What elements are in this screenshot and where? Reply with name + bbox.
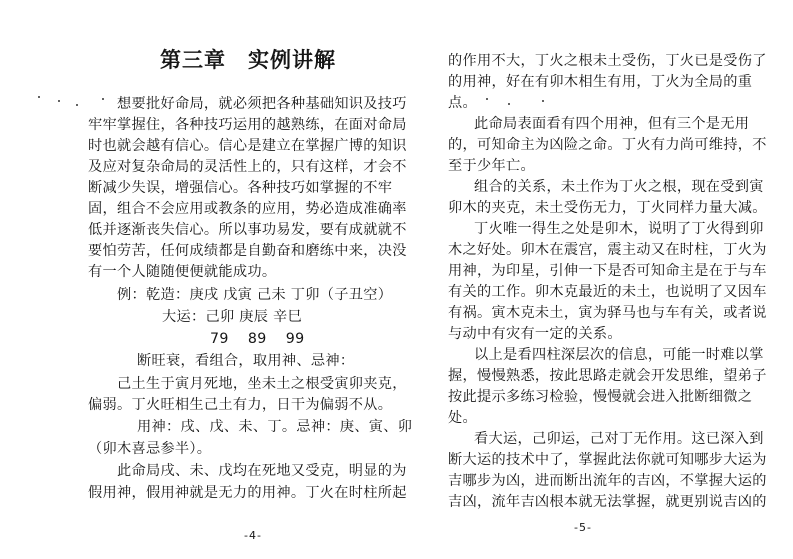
page-number: -5-: [574, 521, 592, 534]
body-line: 吉哪步为凶，进而断出流年的吉凶，不掌握大运的: [448, 473, 767, 489]
scan-speck: [102, 98, 104, 100]
scan-speck: [38, 96, 40, 98]
body-line: 己土生于寅月死地，坐未土之根受寅卯夹克，: [117, 376, 407, 392]
body-line: 与动中有灾有一定的关系。: [448, 326, 622, 342]
body-line: 木之好处。卯木在震宫，震主动又在时柱，丁火为: [448, 242, 767, 258]
body-line: 的，可知命主为凶险之命。丁火有力尚可维持，不: [448, 137, 767, 153]
body-line: 断减少失误，增强信心。各种技巧如掌握的不牢: [88, 180, 393, 196]
body-line: 按此提示多练习检验，慢慢就会进入批断细微之: [448, 389, 753, 405]
body-line: 固，组合不会应用或教条的应用，势必造成准确率: [88, 201, 407, 217]
body-line: 低并逐渐丧失信心。所以事功易发，要有成就就不: [88, 222, 407, 238]
chapter-title: 第三章 实例讲解: [160, 48, 336, 72]
body-line: 用神：戌、戊、未、丁。忌神：庚、寅、卯: [137, 419, 413, 435]
body-line: 的作用不大，丁火之根未土受伤，丁火已是受伤了: [448, 53, 767, 69]
body-line: 偏弱。丁火旺相生己土有力，日干为偏弱不从。: [88, 397, 393, 413]
body-line: 此命局表面看有四个用神，但有三个是无用: [474, 116, 750, 132]
body-line: 想要批好命局，就必须把各种基础知识及技巧: [117, 96, 407, 112]
body-line: 有祸。寅木克未土，寅为驿马也与车有关，或者说: [448, 305, 767, 321]
body-line: 有关的工作。卯木克最近的未土，也说明了又因车: [448, 284, 767, 300]
body-line: 吉凶，流年吉凶根本就无法掌握，就更别说吉凶的: [448, 494, 767, 510]
body-line: 时也就会越有信心。信心是建立在掌握广博的知识: [88, 138, 407, 154]
luck-cycle-line: 大运：己卯 庚辰 辛巳: [162, 309, 303, 325]
body-line: 用神，为印星，引伸一下是否可知命主是在于与车: [448, 263, 767, 279]
body-line: 有一个人随随便便就能成功。: [88, 264, 277, 280]
body-line: 要怕劳苦，任何成绩都是自勤奋和磨练中来，决没: [88, 243, 407, 259]
body-line: 牢牢掌握住，各种技巧运用的越熟练，在面对命局: [88, 117, 407, 133]
body-line: 以上是看四柱深层次的信息，可能一时难以掌: [474, 347, 764, 363]
body-line: 点。: [448, 95, 477, 111]
body-line: 丁火唯一得生之处是卯木，说明了丁火得到卯: [474, 221, 764, 237]
body-line: 断大运的技术中了，掌握此法你就可知哪步大运为: [448, 452, 767, 468]
body-line: 断旺衰，看组合，取用神、忌神：: [137, 353, 355, 369]
body-line: 处。: [448, 410, 477, 426]
example-chart-line: 例：乾造：庚戌 戊寅 己未 丁卯（子丑空）: [117, 287, 393, 303]
body-line: （卯木喜忌参半）。: [88, 441, 212, 457]
scan-speck: [58, 100, 60, 102]
body-line: 假用神，假用神就是无力的用神。丁火在时柱所起: [88, 485, 407, 501]
body-line: 看大运，己卯运，己对丁无作用。这已深入到: [474, 431, 764, 447]
body-line: 至于少年亡。: [448, 158, 535, 174]
right-page: [410, 0, 793, 559]
page-number: -4-: [244, 529, 262, 542]
body-line: 的用神，好在有卯木相生有用，丁火为全局的重: [448, 74, 753, 90]
body-line: 及应对复杂命局的灵活性上的，只有这样，才会不: [88, 159, 407, 175]
luck-age-line: 79 89 99: [210, 331, 305, 347]
body-line: 握，慢慢熟悉，按此思路走就会开发思维，望弟子: [448, 368, 767, 384]
scan-speck: [76, 104, 78, 106]
body-line: 卯木的夹克，未土受伤无力，丁火同样力量大减。: [448, 200, 767, 216]
scan-speck: [542, 100, 544, 102]
body-line: 组合的关系，未土作为丁火之根，现在受到寅: [474, 179, 764, 195]
scan-speck: [486, 98, 488, 100]
body-line: 此命局戌、未、戊均在死地又受克，明显的为: [117, 463, 407, 479]
scan-speck: [508, 103, 510, 105]
